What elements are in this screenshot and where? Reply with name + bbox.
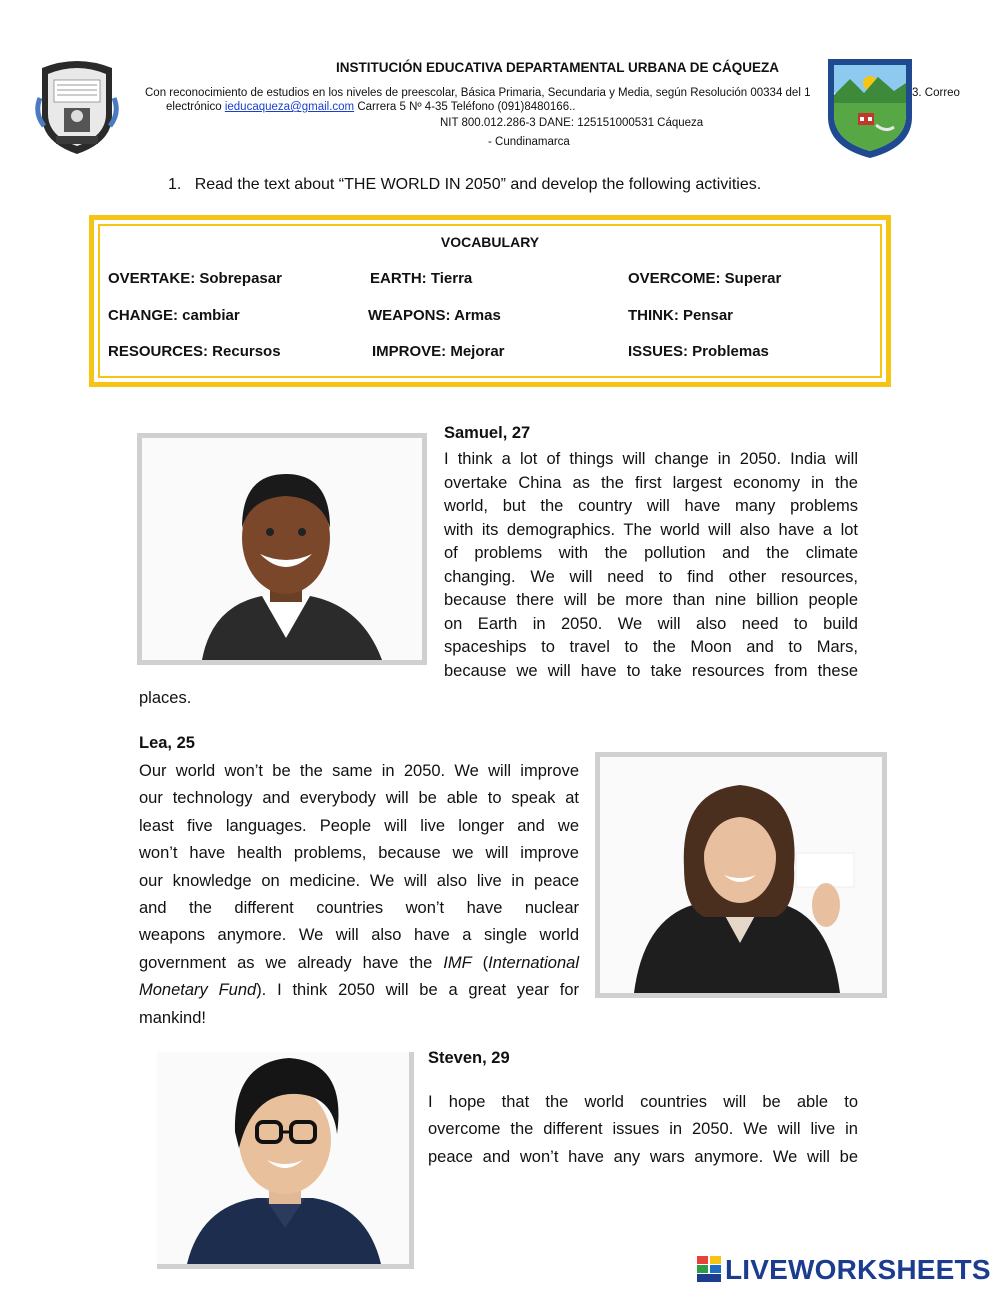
email-link[interactable]: ieducaqueza@gmail.com (224, 101, 355, 113)
text-line: I think a lot of things will change in 2050. India will (444, 450, 858, 468)
vocab-item: OVERCOME: Superar (628, 270, 782, 287)
address-text: Carrera 5 Nº 4-35 Teléfono (091)8480166.. (357, 101, 576, 113)
text-line: with its demographics. The world will also have a lot (444, 520, 858, 539)
text-line: weapons anymore. We will also have a single world (139, 926, 579, 945)
institution-title: INSTITUCIÓN EDUCATIVA DEPARTAMENTAL URBANA DE CÁQUEZA (336, 60, 779, 75)
text-fragment: ( (471, 953, 489, 972)
text-line (139, 977, 579, 1004)
text-line: changing. We will need to find other resources, (444, 567, 858, 586)
text-line (139, 950, 579, 977)
text-line: our knowledge on medicine. We will also live in peace (139, 871, 579, 890)
instruction (168, 176, 761, 194)
municipal-shield-logo (824, 55, 916, 160)
vocab-item: ISSUES: Problemas (628, 343, 769, 360)
text-line: mankind! (139, 1008, 206, 1027)
vocabulary-title: VOCABULARY (440, 234, 540, 250)
vocab-item: CHANGE: cambiar (108, 307, 240, 324)
vocabulary-box (89, 215, 891, 387)
text-line: of problems with the pollution and the climate (444, 544, 858, 562)
text-line: world, but the country will have many problems (444, 497, 858, 515)
samuel-text-last: places. (139, 689, 192, 707)
steven-name: Steven, 29 (428, 1049, 510, 1067)
text-fragment: ). I think 2050 will be a great year for (256, 981, 579, 1000)
email-prefix: electrónico (166, 101, 222, 113)
vocab-item: EARTH: Tierra (370, 270, 473, 287)
samuel-name: Samuel, 27 (444, 424, 531, 442)
brand-name: LIVEWORKSHEETS (725, 1254, 991, 1285)
liveworksheets-logo-icon (697, 1256, 721, 1282)
text-line: Our world won’t be the same in 2050. We will improve (139, 762, 579, 780)
contact-line (166, 101, 575, 113)
vocab-item: WEAPONS: Armas (368, 307, 501, 324)
imf-full-1: International (488, 953, 579, 972)
recognition-text: Con reconocimiento de estudios en los niveles de preescolar, Básica Primaria, Secundaria y Media, según Resolución 00334 del 1 (145, 87, 811, 99)
vocab-item: IMPROVE: Mejorar (372, 343, 505, 360)
liveworksheets-brand[interactable] (697, 1254, 991, 1286)
samuel-text (444, 448, 858, 683)
text-line: because we will have to take resources from these (444, 661, 858, 680)
instruction-number: 1. (168, 176, 182, 193)
text-line: spaceships to travel to the Moon and to Mars, (444, 638, 858, 656)
lea-text (139, 758, 579, 1032)
vocab-item: RESOURCES: Recursos (108, 343, 281, 360)
text-line: overcome the different issues in 2050. We will live in (428, 1120, 858, 1139)
samuel-photo (137, 433, 427, 665)
lea-photo (595, 752, 887, 998)
imf-full-2: Monetary Fund (139, 981, 257, 1000)
text-fragment: government as we already have the (139, 953, 444, 972)
region-text: - Cundinamarca (488, 136, 570, 148)
text-line: I hope that the world countries will be able to (428, 1093, 858, 1111)
text-line: and the different countries won’t have nuclear (139, 899, 579, 918)
vocab-item: THINK: Pensar (628, 307, 734, 324)
steven-photo (157, 1052, 414, 1269)
text-line: won’t have health problems, because we will improve (139, 844, 579, 863)
recognition-text-right: 3. Correo (912, 87, 960, 99)
text-line: our technology and everybody will be able to speak at (139, 789, 579, 808)
text-line: overtake China as the first largest economy in the (444, 473, 858, 492)
text-line: on Earth in 2050. We will also need to build (444, 614, 858, 633)
vocab-item: OVERTAKE: Sobrepasar (108, 270, 282, 287)
nit-dane-text: NIT 800.012.286-3 DANE: 125151000531 Cáqueza (440, 117, 704, 129)
text-line: least five languages. People will live longer and we (139, 816, 579, 835)
text-line: peace and won’t have any wars anymore. We will be (428, 1147, 858, 1166)
text-line: because there will be more than nine billion people (444, 591, 858, 609)
imf-abbr: IMF (443, 953, 472, 972)
instruction-text: Read the text about “THE WORLD IN 2050” and develop the following activities. (194, 176, 762, 193)
lea-name: Lea, 25 (139, 734, 195, 752)
steven-text (428, 1089, 858, 1171)
